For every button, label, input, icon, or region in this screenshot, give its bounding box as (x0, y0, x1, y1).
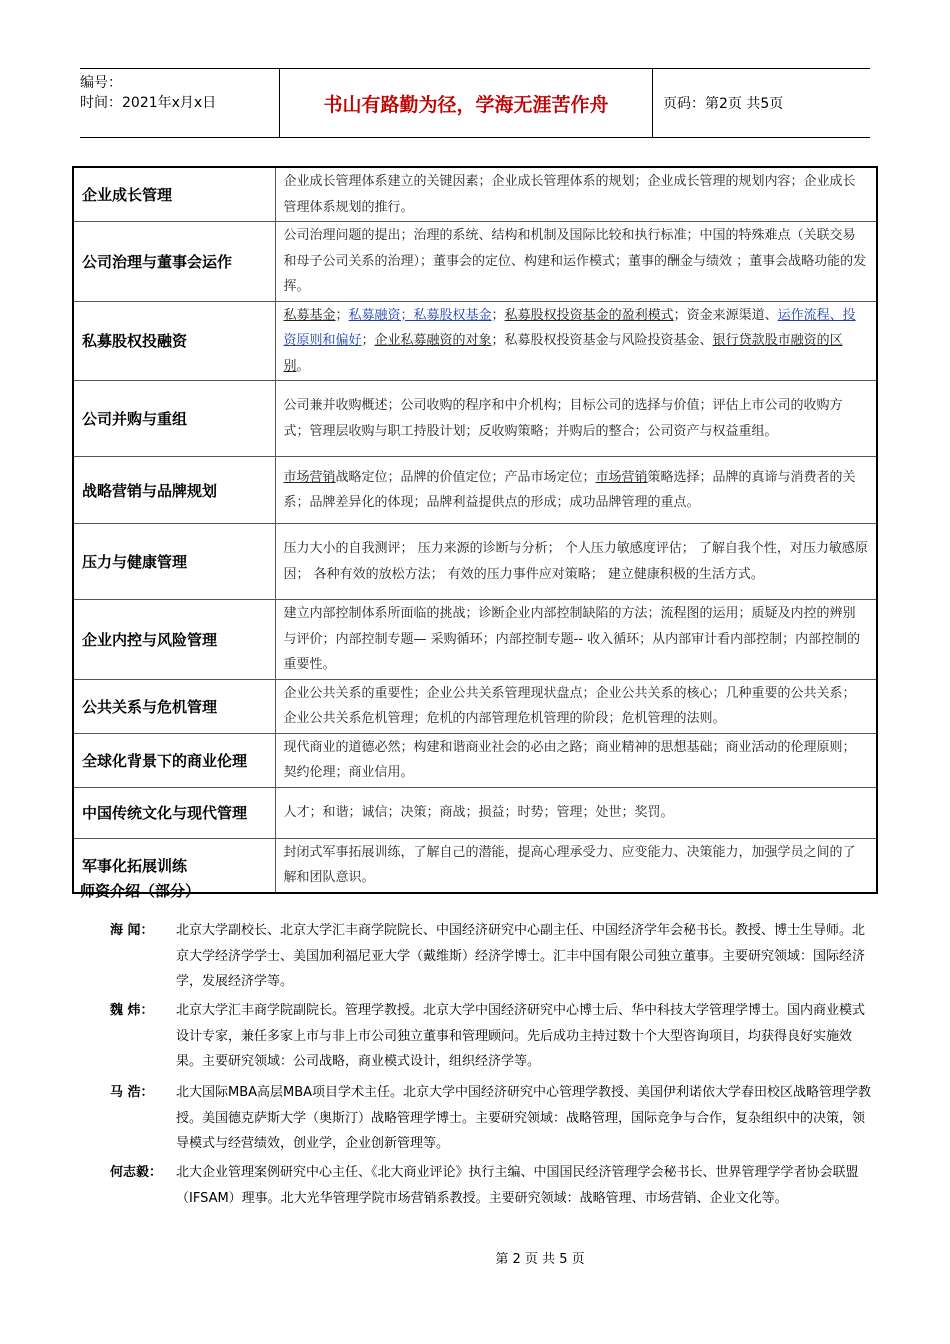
course-title: 军事化拓展训练 (73, 838, 275, 893)
text-seg: ； (335, 307, 349, 323)
faculty-item (110, 1160, 872, 1211)
text-seg: ；私募股权投资基金与风险投资基金、 (491, 333, 713, 348)
table-row (73, 679, 877, 733)
motto: 书山有路勤为径，学海无涯苦作舟 (280, 69, 653, 137)
table-row (73, 301, 877, 381)
faculty-item (110, 1080, 872, 1157)
course-title: 中国传统文化与现代管理 (73, 787, 275, 838)
course-desc: 现代商业的道德必然；构建和谐商业社会的必由之路；商业精神的思想基础；商业活动的伦理原则；契约伦理；商业信用。 (275, 733, 877, 787)
faculty-name: 海 闻： (110, 923, 154, 938)
table-row (73, 787, 877, 838)
course-desc (275, 457, 877, 524)
course-desc (275, 301, 877, 381)
course-title: 企业内控与风险管理 (73, 600, 275, 680)
link-marketing[interactable]: 市场营销 (283, 469, 336, 485)
table-row (73, 733, 877, 787)
table-row (73, 222, 877, 302)
faculty-heading: 师资介绍（部分） (80, 882, 201, 900)
course-desc: 建立内部控制体系所面临的挑战；诊断企业内部控制缺陷的方法；流程图的运用；质疑及内控的辨别与评价；内部控制专题— 采购循环；内部控制专题-- 收入循环；从内部审计看内部控制；内部控制的重要性。 (275, 600, 877, 680)
faculty-name: 何志毅： (110, 1165, 163, 1180)
link-pe-fund[interactable]: 私募基金 (283, 307, 336, 323)
course-title: 战略营销与品牌规划 (73, 457, 275, 524)
faculty-bio: 北京大学副校长、北京大学汇丰商学院院长、中国经济研究中心副主任、中国经济学年会秘书长。教授、博士生导师。北京大学经济学学士、美国加利福尼亚大学（戴维斯）经济学博士。汇丰中国有限公司独立董事。主要研究领域：国际经济学，发展经济学等。 (176, 923, 866, 989)
course-desc: 压力大小的自我测评； 压力来源的诊断与分析； 个人压力敏感度评估； 了解自我个性，对压力敏感原因； 各种有效的放松方法； 有效的压力事件应对策略； 建立健康积极的生活方式。 (275, 524, 877, 600)
faculty-name: 马 浩： (110, 1085, 154, 1100)
course-desc: 人才；和谐；诚信；决策；商战；损益；时势；管理；处世；奖罚。 (275, 787, 877, 838)
time-label: 时间：2021年x月x日 (80, 95, 217, 111)
number-label: 编号： (80, 75, 122, 91)
page-label: 页码：第2页 共5页 (663, 96, 784, 112)
table-row (73, 524, 877, 600)
faculty-item (110, 918, 872, 995)
course-title: 公共关系与危机管理 (73, 679, 275, 733)
course-title: 压力与健康管理 (73, 524, 275, 600)
page-header (80, 68, 870, 138)
text-seg: ； (361, 333, 375, 348)
course-title: 企业成长管理 (73, 167, 275, 222)
faculty-name: 魏 炜： (110, 1003, 154, 1018)
faculty-bio: 北大国际MBA高层MBA项目学术主任。北京大学中国经济研究中心管理学教授、美国伊利诺依大学春田校区战略管理学教授。美国德克萨斯大学（奥斯汀）战略管理学博士。主要研究领域：战略管理，国际竞争与合作，复杂组织中的决策，领导模式与经营绩效，创业学，企业创新管理等。 (176, 1085, 872, 1151)
link-bank-loan[interactable]: 银行贷款股市融资的区别 (283, 333, 843, 374)
table-row (73, 600, 877, 680)
text-seg: ；资金来源渠道、 (673, 307, 778, 323)
link-profit-model[interactable]: 私募股权投资基金的盈利模式 (504, 307, 674, 323)
course-title: 公司治理与董事会运作 (73, 222, 275, 302)
course-title: 私募股权投融资 (73, 301, 275, 381)
link-pe-financing[interactable]: 私募融资；私募股权基金 (348, 307, 492, 323)
course-desc: 企业公共关系的重要性；企业公共关系管理现状盘点；企业公共关系的核心；几种重要的公共关系；企业公共关系危机管理；危机的内部管理危机管理的阶段；危机管理的法则。 (275, 679, 877, 733)
link-operation-process[interactable]: 运作流程、投资原则和偏好 (283, 307, 856, 348)
course-table (72, 166, 878, 894)
course-title: 公司并购与重组 (73, 381, 275, 457)
faculty-bio: 北大企业管理案例研究中心主任、《北大商业评论》执行主编、中国国民经济管理学会秘书长、世界管理学学者协会联盟（IFSAM）理事。北大光华管理学院市场营销系教授。主要研究领域：战略管理、市场营销、企业文化等。 (176, 1165, 859, 1206)
table-row (73, 381, 877, 457)
table-row (73, 167, 877, 222)
text-seg: 战略定位；品牌的价值定位；产品市场定位； (335, 469, 596, 485)
course-title: 全球化背景下的商业伦理 (73, 733, 275, 787)
table-row (73, 457, 877, 524)
link-financing-target[interactable]: 企业私募融资的对象 (374, 333, 492, 348)
header-meta (80, 69, 280, 137)
course-desc: 企业成长管理体系建立的关键因素；企业成长管理体系的规划；企业成长管理的规划内容；企业成长管理体系规划的推行。 (275, 167, 877, 222)
link-marketing[interactable]: 市场营销 (595, 469, 648, 485)
text-seg: 。 (296, 358, 310, 374)
text-seg: 策略选择；品牌的真谛与消费者的关系；品牌差异化的体现；品牌利益提供点的形成；成功品牌管理的重点。 (283, 469, 856, 510)
text-seg: ； (491, 307, 505, 323)
page-footer: 第 2 页 共 5 页 (495, 1252, 585, 1267)
faculty-item (110, 998, 872, 1075)
course-desc: 封闭式军事拓展训练，了解自己的潜能，提高心理承受力、应变能力、决策能力，加强学员之间的了解和团队意识。 (275, 838, 877, 893)
course-desc: 公司兼并收购概述；公司收购的程序和中介机构；目标公司的选择与价值；评估上市公司的收购方式；管理层收购与职工持股计划；反收购策略；并购后的整合；公司资产与权益重组。 (275, 381, 877, 457)
faculty-bio: 北京大学汇丰商学院副院长。管理学教授。北京大学中国经济研究中心博士后、华中科技大学管理学博士。国内商业模式设计专家，兼任多家上市与非上市公司独立董事和管理顾问。先后成功主持过数十个大型咨询项目，均获得良好实施效果。主要研究领域：公司战略，商业模式设计，组织经济学等。 (176, 1003, 866, 1069)
course-desc: 公司治理问题的提出；治理的系统、结构和机制及国际比较和执行标准；中国的特殊难点（关联交易和母子公司关系的治理）；董事会的定位、构建和运作模式；董事的酬金与绩效 ；董事会战略功能的发挥。 (275, 222, 877, 302)
